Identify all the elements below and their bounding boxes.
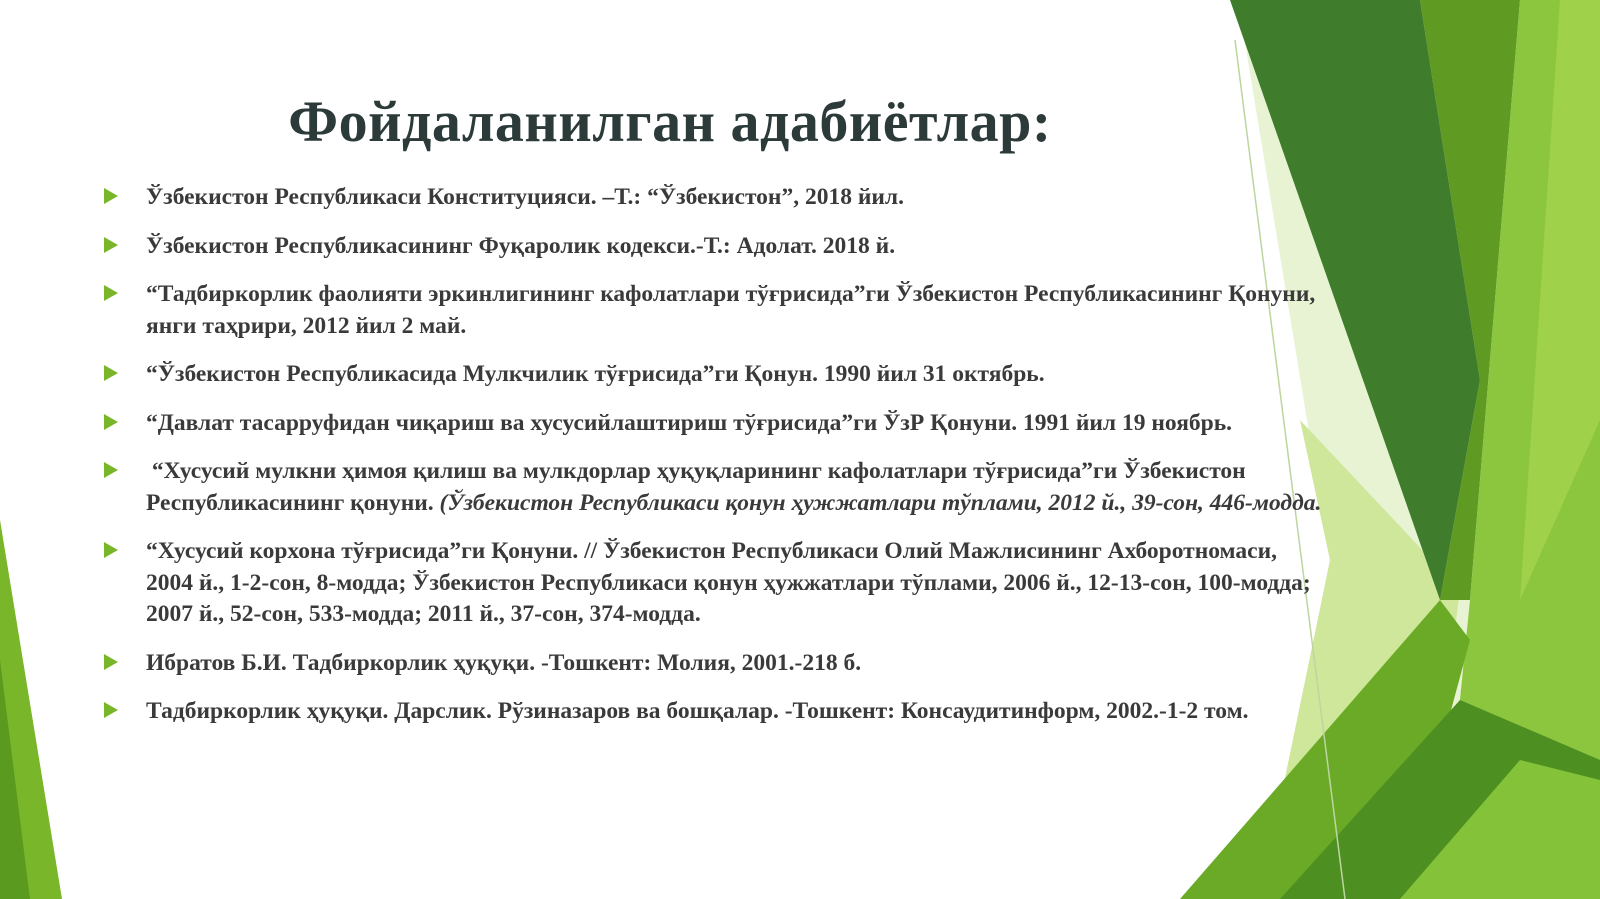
bullet-arrow-icon <box>104 414 118 430</box>
list-item <box>100 456 1325 519</box>
bullet-arrow-icon <box>104 365 118 381</box>
bullet-arrow-icon <box>104 462 118 478</box>
list-item <box>100 182 1325 214</box>
reference-text: Тадбиркорлик ҳуқуқи. Дарслик. Рўзиназаров ва бошқалар. -Тошкент: Консаудитинформ, 2002.-1-2 том. <box>146 698 1249 724</box>
list-item <box>100 536 1325 631</box>
reference-text: Ўзбекистон Республикаси Конституцияси. –Т.: “Ўзбекистон”, 2018 йил. <box>146 184 904 210</box>
slide-title: Фойдаланилган адабиётлар: <box>288 89 1052 154</box>
list-item <box>100 279 1325 342</box>
reference-text: “Давлат тасарруфидан чиқариш ва хусусийлаштириш тўғрисида”ги ЎзР Қонуни. 1991 йил 19 ноябрь. <box>146 409 1233 436</box>
reference-text: “Тадбиркорлик фаолияти эркинлигининг кафолатлари тўғрисида”ги Ўзбекистон Республикасининг Қонуни, янги таҳрири, 2012 йил 2 май. <box>146 281 1316 339</box>
reference-text: “Ўзбекистон Республикасида Мулкчилик тўғрисида”ги Қонун. 1990 йил 31 октябрь. <box>146 361 1045 387</box>
bullet-arrow-icon <box>104 237 118 253</box>
reference-list <box>100 182 1325 745</box>
bullet-arrow-icon <box>104 702 118 718</box>
list-item <box>100 359 1325 391</box>
list-item <box>100 231 1325 263</box>
bullet-arrow-icon <box>104 188 118 204</box>
bullet-arrow-icon <box>104 654 118 670</box>
reference-text: Ибратов Б.И. Тадбиркорлик ҳуқуқи. -Тошкент: Молия, 2001.-218 б. <box>146 649 862 676</box>
bullet-arrow-icon <box>104 285 118 301</box>
list-item <box>100 648 1325 680</box>
list-item <box>100 408 1325 440</box>
reference-italic-source: (Ўзбекистон Республикаси қонун ҳужжатлари тўплами, 2012 й., 39-сон, 446-модда. <box>439 489 1322 516</box>
reference-text: “Хусусий корхона тўғрисида”ги Қонуни. // Ўзбекистон Республикаси Олий Мажлисининг Ахборотномаси, 2004 й., 1-2-сон, 8-модда; Ўзбекистон Республикаси қонун ҳужжатлари тўплами, 2006 й., 12-13-сон, 100-модда; 2007 й., 52-сон, 533-модда; 2011 й., 37-сон, 374-модда. <box>146 538 1311 627</box>
reference-text: Ўзбекистон Республикасининг Фуқаролик кодекси.-Т.: Адолат. 2018 й. <box>146 232 896 259</box>
bullet-arrow-icon <box>104 542 118 558</box>
list-item <box>100 696 1325 728</box>
reference-text: “Хусусий мулкни ҳимоя қилиш ва мулкдорлар ҳуқуқларининг кафолатлари тўғрисида”ги Ўзбекистон Республикасининг қонуни. <box>146 458 1252 516</box>
